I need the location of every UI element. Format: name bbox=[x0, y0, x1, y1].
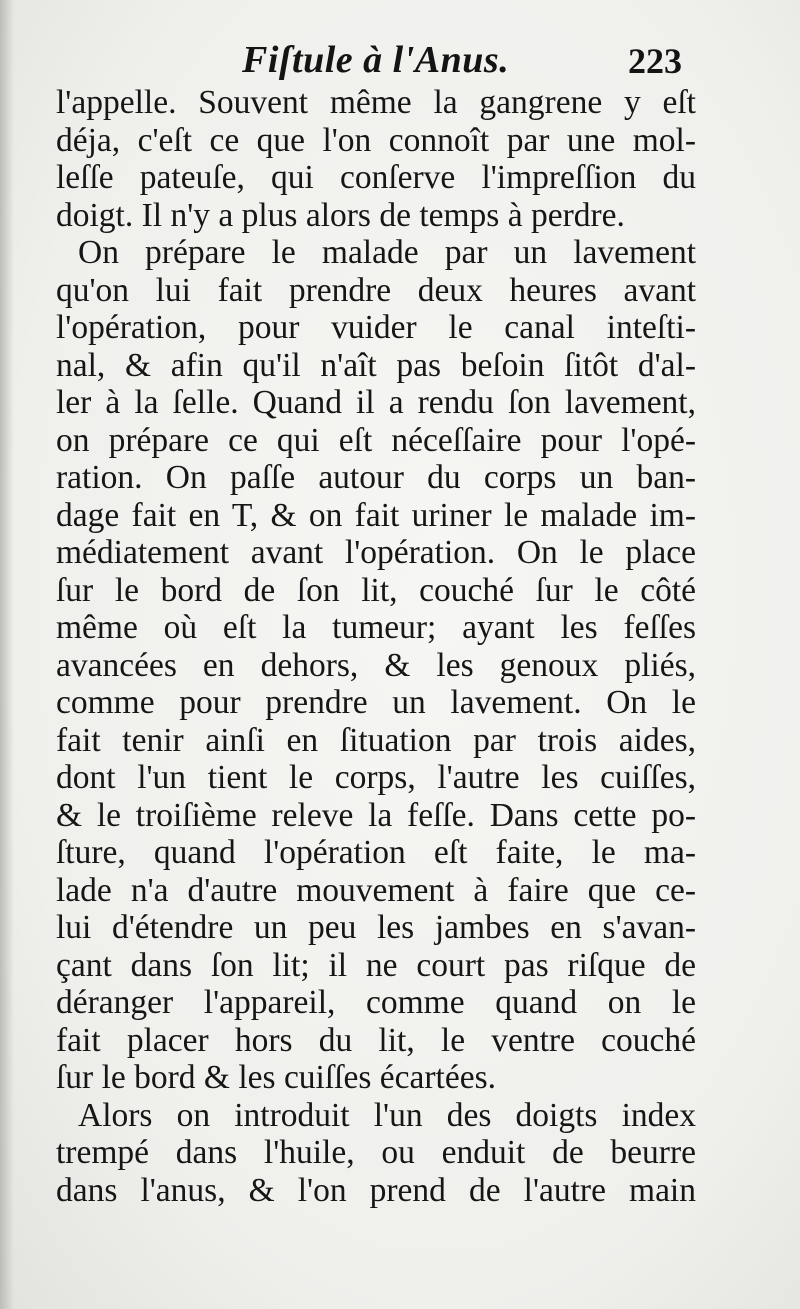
text-line: dont l'un tient le corps, l'autre les cuiſſes, bbox=[56, 759, 696, 796]
text-line: l'appelle. Souvent même la gangrene y eſt bbox=[56, 84, 696, 121]
text-line: lui d'étendre un peu les jambes en s'avan- bbox=[56, 909, 696, 946]
text-line: comme pour prendre un lavement. On le bbox=[56, 684, 696, 721]
text-line: & le troiſième releve la feſſe. Dans cette po- bbox=[56, 796, 696, 834]
text-line: ſur le bord & les cuiſſes écartées. bbox=[56, 1059, 496, 1096]
text-line: doigt. Il n'y a plus alors de temps à perdre. bbox=[56, 196, 625, 234]
text-line: çant dans ſon lit; il ne court pas riſque de bbox=[56, 946, 696, 984]
page-header bbox=[0, 38, 800, 90]
text-line: ſture, quand l'opération eſt faite, le ma- bbox=[56, 834, 696, 871]
text-line: dans l'anus, & l'on prend de l'autre main bbox=[56, 1171, 696, 1209]
text-line: qu'on lui fait prendre deux heures avant bbox=[56, 271, 696, 309]
text-line: Alors on introduit l'un des doigts index bbox=[78, 1096, 696, 1134]
body-text bbox=[56, 84, 696, 1209]
text-line: déja, c'eſt ce que l'on connoît par une mol- bbox=[56, 121, 696, 159]
text-line: même où eſt la tumeur; ayant les feſſes bbox=[56, 609, 696, 646]
text-line: nal, & afin qu'il n'aît pas beſoin ſitôt d'al- bbox=[56, 346, 696, 384]
gutter-shadow bbox=[0, 0, 14, 1309]
text-line: trempé dans l'huile, ou enduit de beurre bbox=[56, 1134, 696, 1171]
text-line: On prépare le malade par un lavement bbox=[78, 234, 696, 271]
text-line: ration. On paſſe autour du corps un ban- bbox=[56, 459, 696, 496]
text-line: avancées en dehors, & les genoux pliés, bbox=[56, 646, 696, 684]
running-title: Fiſtule à l'Anus. bbox=[242, 39, 510, 81]
text-line: fait placer hors du lit, le ventre couché bbox=[56, 1021, 696, 1059]
text-line: leſſe pateuſe, qui conſerve l'impreſſion du bbox=[56, 159, 696, 196]
text-line: on prépare ce qui eſt néceſſaire pour l'opé- bbox=[56, 421, 696, 459]
text-line: médiatement avant l'opération. On le place bbox=[56, 534, 696, 571]
text-line: l'opération, pour vuider le canal inteſti- bbox=[56, 309, 696, 346]
text-line: lade n'a d'autre mouvement à faire que ce- bbox=[56, 871, 696, 909]
page-number: 223 bbox=[628, 41, 682, 81]
text-line: ler à la ſelle. Quand il a rendu ſon lavement, bbox=[56, 384, 696, 421]
text-line: fait tenir ainſi en ſituation par trois aides, bbox=[56, 721, 696, 759]
text-line: déranger l'appareil, comme quand on le bbox=[56, 984, 696, 1021]
text-line: ſur le bord de ſon lit, couché ſur le côté bbox=[56, 571, 696, 609]
text-line: dage fait en T, & on fait uriner le malade im- bbox=[56, 496, 696, 534]
